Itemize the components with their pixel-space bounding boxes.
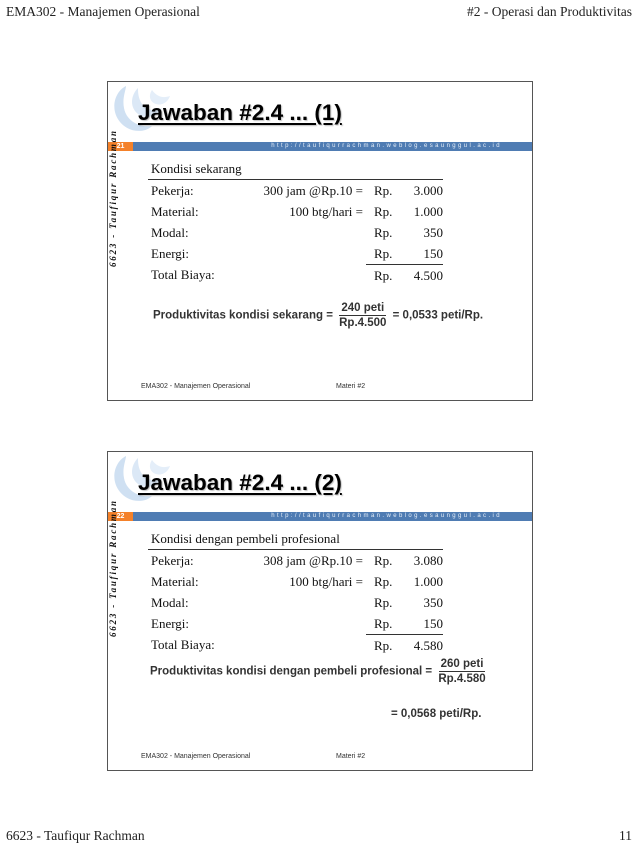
- table-row: [148, 571, 443, 592]
- table-row: [148, 613, 443, 635]
- footer-author: 6623 - Taufiqur Rachman: [6, 828, 145, 843]
- table-row: [148, 592, 443, 613]
- formula-prefix: Produktivitas kondisi dengan pembeli profesional =: [150, 665, 433, 678]
- slide-title: Jawaban #2.4 ... (2): [138, 470, 342, 495]
- row-description: 300 jam @Rp.10 =: [263, 182, 363, 198]
- formula-numerator: 240 peti: [341, 302, 385, 314]
- row-description: [231, 592, 366, 613]
- row-label: Pekerja:: [151, 182, 194, 198]
- row-description: [231, 265, 366, 287]
- formula-result: = 0,0533 peti/Rp.: [392, 309, 484, 322]
- row-amount: 150: [410, 243, 443, 265]
- cost-table: [148, 550, 443, 656]
- slide-number-badge: 22: [108, 512, 133, 521]
- row-description: [231, 613, 366, 635]
- slide-footer-course: EMA302 - Manajemen Operasional: [141, 383, 251, 390]
- row-amount: 3.080: [413, 552, 443, 568]
- side-author-text: 6623 - Taufiqur Rachman: [108, 499, 118, 637]
- formula-prefix: Produktivitas kondisi sekarang =: [153, 309, 333, 322]
- table-row-total: [148, 265, 443, 287]
- slide-title: Jawaban #2.4 ... (1): [138, 100, 342, 125]
- row-amount: 4.580: [413, 637, 443, 653]
- row-amount: 1.000: [413, 573, 443, 589]
- header-topic-title: #2 - Operasi dan Produktivitas: [467, 4, 632, 19]
- row-label: Pekerja:: [151, 552, 194, 568]
- row-currency: Rp.: [374, 224, 393, 240]
- row-amount: 3.000: [413, 182, 443, 198]
- formula-denominator: Rp.4.500: [339, 317, 387, 329]
- row-currency: Rp.: [374, 637, 393, 653]
- table-row: [148, 550, 443, 571]
- row-description: [231, 243, 366, 265]
- row-amount: 150: [410, 613, 443, 635]
- row-amount: 350: [423, 594, 443, 610]
- side-author-text: 6623 - Taufiqur Rachman: [108, 129, 118, 267]
- header-course-title: EMA302 - Manajemen Operasional: [6, 4, 200, 19]
- page-number: 11: [619, 828, 632, 843]
- cost-table-block: [148, 159, 443, 286]
- slide-footer-module: Materi #2: [336, 753, 366, 760]
- row-description: [231, 635, 366, 657]
- slide-21: [107, 81, 533, 401]
- formula-numerator: 260 peti: [440, 658, 484, 670]
- row-amount: 1.000: [413, 203, 443, 219]
- table-row: [148, 180, 443, 201]
- row-currency: Rp.: [374, 267, 393, 283]
- table-row: [148, 222, 443, 243]
- row-label: Energi:: [151, 245, 190, 261]
- row-currency: Rp.: [374, 594, 393, 610]
- formula-denominator: Rp.4.580: [438, 673, 486, 685]
- formula-fraction: [339, 302, 386, 329]
- slide-22: [107, 451, 533, 771]
- row-label: Total Biaya:: [151, 637, 215, 653]
- row-description: 308 jam @Rp.10 =: [263, 552, 363, 568]
- cost-table: [148, 180, 443, 286]
- condition-heading: Kondisi dengan pembeli profesional: [148, 529, 443, 550]
- row-label: Total Biaya:: [151, 267, 215, 283]
- url-bar: http://taufiqurrachman.weblog.esaunggul.ac.id: [133, 512, 532, 521]
- formula-fraction: [438, 658, 485, 685]
- row-label: Modal:: [151, 224, 189, 240]
- productivity-formula: [153, 302, 483, 329]
- row-currency: Rp.: [366, 243, 410, 265]
- url-bar: http://taufiqurrachman.weblog.esaunggul.ac.id: [133, 142, 532, 151]
- condition-heading: Kondisi sekarang: [148, 159, 443, 180]
- row-description: 100 btg/hari =: [289, 573, 363, 589]
- formula-result: = 0,0568 peti/Rp.: [391, 708, 482, 720]
- slide-number-badge: 21: [108, 142, 133, 151]
- slide-footer-course: EMA302 - Manajemen Operasional: [141, 753, 251, 760]
- cost-table-block: [148, 529, 443, 656]
- productivity-formula: [150, 658, 489, 685]
- row-amount: 4.500: [413, 267, 443, 283]
- row-label: Material:: [151, 203, 199, 219]
- table-row: [148, 201, 443, 222]
- row-currency: Rp.: [374, 573, 393, 589]
- row-label: Modal:: [151, 594, 189, 610]
- table-row: [148, 243, 443, 265]
- row-currency: Rp.: [374, 552, 393, 568]
- row-currency: Rp.: [366, 613, 410, 635]
- row-description: [231, 222, 366, 243]
- row-description: 100 btg/hari =: [289, 203, 363, 219]
- row-label: Material:: [151, 573, 199, 589]
- row-currency: Rp.: [374, 203, 393, 219]
- slide-footer-module: Materi #2: [336, 383, 366, 390]
- table-row-total: [148, 635, 443, 657]
- row-currency: Rp.: [374, 182, 393, 198]
- row-label: Energi:: [151, 615, 190, 631]
- row-amount: 350: [423, 224, 443, 240]
